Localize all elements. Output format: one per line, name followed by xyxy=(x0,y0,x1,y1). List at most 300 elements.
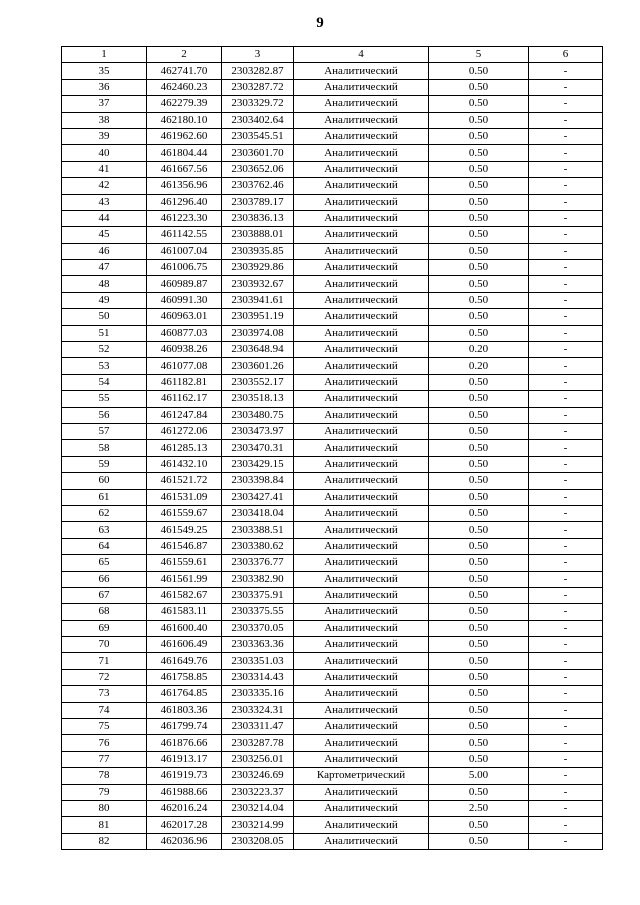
accuracy-cell: 0.50 xyxy=(429,571,529,587)
accuracy-cell: 0.50 xyxy=(429,194,529,210)
accuracy-cell: 0.50 xyxy=(429,604,529,620)
note-cell: - xyxy=(529,309,603,325)
point-number-cell: 77 xyxy=(62,751,147,767)
table-row xyxy=(62,489,603,505)
method-cell: Аналитический xyxy=(294,637,429,653)
method-cell: Аналитический xyxy=(294,735,429,751)
method-cell: Аналитический xyxy=(294,325,429,341)
note-cell: - xyxy=(529,63,603,79)
accuracy-cell: 0.20 xyxy=(429,358,529,374)
table-row xyxy=(62,96,603,112)
point-number-cell: 78 xyxy=(62,768,147,784)
point-number-cell: 80 xyxy=(62,800,147,816)
point-number-cell: 72 xyxy=(62,669,147,685)
note-cell: - xyxy=(529,96,603,112)
table-row xyxy=(62,669,603,685)
note-cell: - xyxy=(529,79,603,95)
coordinates-table xyxy=(61,46,603,850)
x-coordinate-cell: 461356.96 xyxy=(147,178,222,194)
note-cell: - xyxy=(529,784,603,800)
method-cell: Аналитический xyxy=(294,604,429,620)
table-row xyxy=(62,637,603,653)
point-number-cell: 63 xyxy=(62,522,147,538)
accuracy-cell: 0.20 xyxy=(429,342,529,358)
note-cell: - xyxy=(529,473,603,489)
table-row xyxy=(62,161,603,177)
note-cell: - xyxy=(529,178,603,194)
accuracy-cell: 0.50 xyxy=(429,637,529,653)
x-coordinate-cell: 461559.61 xyxy=(147,555,222,571)
y-coordinate-cell: 2303762.46 xyxy=(222,178,294,194)
method-cell: Аналитический xyxy=(294,571,429,587)
x-coordinate-cell: 461432.10 xyxy=(147,456,222,472)
point-number-cell: 71 xyxy=(62,653,147,669)
header-cell-2: 2 xyxy=(147,47,222,63)
point-number-cell: 61 xyxy=(62,489,147,505)
table-row xyxy=(62,178,603,194)
point-number-cell: 64 xyxy=(62,538,147,554)
table-row xyxy=(62,407,603,423)
accuracy-cell: 0.50 xyxy=(429,145,529,161)
note-cell: - xyxy=(529,555,603,571)
y-coordinate-cell: 2303282.87 xyxy=(222,63,294,79)
table-row xyxy=(62,604,603,620)
accuracy-cell: 0.50 xyxy=(429,473,529,489)
note-cell: - xyxy=(529,833,603,849)
y-coordinate-cell: 2303256.01 xyxy=(222,751,294,767)
table-row xyxy=(62,735,603,751)
method-cell: Аналитический xyxy=(294,227,429,243)
accuracy-cell: 0.50 xyxy=(429,505,529,521)
point-number-cell: 56 xyxy=(62,407,147,423)
note-cell: - xyxy=(529,604,603,620)
accuracy-cell: 0.50 xyxy=(429,686,529,702)
y-coordinate-cell: 2303214.99 xyxy=(222,817,294,833)
header-row xyxy=(62,47,603,63)
table-row xyxy=(62,473,603,489)
note-cell: - xyxy=(529,423,603,439)
accuracy-cell: 0.50 xyxy=(429,653,529,669)
x-coordinate-cell: 461667.56 xyxy=(147,161,222,177)
method-cell: Аналитический xyxy=(294,178,429,194)
accuracy-cell: 0.50 xyxy=(429,423,529,439)
x-coordinate-cell: 461549.25 xyxy=(147,522,222,538)
y-coordinate-cell: 2303429.15 xyxy=(222,456,294,472)
accuracy-cell: 0.50 xyxy=(429,702,529,718)
note-cell: - xyxy=(529,112,603,128)
y-coordinate-cell: 2303388.51 xyxy=(222,522,294,538)
method-cell: Аналитический xyxy=(294,489,429,505)
method-cell: Аналитический xyxy=(294,63,429,79)
note-cell: - xyxy=(529,571,603,587)
method-cell: Аналитический xyxy=(294,358,429,374)
point-number-cell: 48 xyxy=(62,276,147,292)
note-cell: - xyxy=(529,538,603,554)
x-coordinate-cell: 461799.74 xyxy=(147,719,222,735)
x-coordinate-cell: 461803.36 xyxy=(147,702,222,718)
point-number-cell: 43 xyxy=(62,194,147,210)
accuracy-cell: 0.50 xyxy=(429,391,529,407)
method-cell: Аналитический xyxy=(294,587,429,603)
method-cell: Аналитический xyxy=(294,276,429,292)
point-number-cell: 67 xyxy=(62,587,147,603)
method-cell: Аналитический xyxy=(294,653,429,669)
note-cell: - xyxy=(529,342,603,358)
note-cell: - xyxy=(529,669,603,685)
point-number-cell: 37 xyxy=(62,96,147,112)
x-coordinate-cell: 461758.85 xyxy=(147,669,222,685)
table-row xyxy=(62,145,603,161)
point-number-cell: 76 xyxy=(62,735,147,751)
method-cell: Аналитический xyxy=(294,817,429,833)
table-row xyxy=(62,538,603,554)
point-number-cell: 51 xyxy=(62,325,147,341)
y-coordinate-cell: 2303314.43 xyxy=(222,669,294,685)
point-number-cell: 52 xyxy=(62,342,147,358)
method-cell: Аналитический xyxy=(294,112,429,128)
accuracy-cell: 0.50 xyxy=(429,227,529,243)
y-coordinate-cell: 2303932.67 xyxy=(222,276,294,292)
x-coordinate-cell: 461962.60 xyxy=(147,128,222,144)
y-coordinate-cell: 2303214.04 xyxy=(222,800,294,816)
y-coordinate-cell: 2303380.62 xyxy=(222,538,294,554)
method-cell: Аналитический xyxy=(294,260,429,276)
note-cell: - xyxy=(529,391,603,407)
y-coordinate-cell: 2303398.84 xyxy=(222,473,294,489)
note-cell: - xyxy=(529,243,603,259)
table-row xyxy=(62,374,603,390)
note-cell: - xyxy=(529,374,603,390)
x-coordinate-cell: 461142.55 xyxy=(147,227,222,243)
accuracy-cell: 0.50 xyxy=(429,112,529,128)
accuracy-cell: 0.50 xyxy=(429,587,529,603)
method-cell: Картометрический xyxy=(294,768,429,784)
accuracy-cell: 0.50 xyxy=(429,309,529,325)
table-row xyxy=(62,620,603,636)
accuracy-cell: 0.50 xyxy=(429,456,529,472)
y-coordinate-cell: 2303223.37 xyxy=(222,784,294,800)
x-coordinate-cell: 461296.40 xyxy=(147,194,222,210)
y-coordinate-cell: 2303324.31 xyxy=(222,702,294,718)
x-coordinate-cell: 461919.73 xyxy=(147,768,222,784)
x-coordinate-cell: 460991.30 xyxy=(147,292,222,308)
y-coordinate-cell: 2303427.41 xyxy=(222,489,294,505)
method-cell: Аналитический xyxy=(294,210,429,226)
method-cell: Аналитический xyxy=(294,620,429,636)
x-coordinate-cell: 462741.70 xyxy=(147,63,222,79)
note-cell: - xyxy=(529,686,603,702)
method-cell: Аналитический xyxy=(294,751,429,767)
x-coordinate-cell: 462036.96 xyxy=(147,833,222,849)
table-row xyxy=(62,456,603,472)
table-row xyxy=(62,63,603,79)
point-number-cell: 42 xyxy=(62,178,147,194)
x-coordinate-cell: 461804.44 xyxy=(147,145,222,161)
x-coordinate-cell: 461606.49 xyxy=(147,637,222,653)
method-cell: Аналитический xyxy=(294,128,429,144)
note-cell: - xyxy=(529,587,603,603)
table-row xyxy=(62,342,603,358)
x-coordinate-cell: 461272.06 xyxy=(147,423,222,439)
x-coordinate-cell: 462279.39 xyxy=(147,96,222,112)
y-coordinate-cell: 2303418.04 xyxy=(222,505,294,521)
point-number-cell: 60 xyxy=(62,473,147,489)
y-coordinate-cell: 2303329.72 xyxy=(222,96,294,112)
method-cell: Аналитический xyxy=(294,702,429,718)
x-coordinate-cell: 461649.76 xyxy=(147,653,222,669)
x-coordinate-cell: 462016.24 xyxy=(147,800,222,816)
point-number-cell: 68 xyxy=(62,604,147,620)
table-row xyxy=(62,751,603,767)
note-cell: - xyxy=(529,128,603,144)
point-number-cell: 53 xyxy=(62,358,147,374)
method-cell: Аналитический xyxy=(294,538,429,554)
x-coordinate-cell: 462017.28 xyxy=(147,817,222,833)
header-cell-5: 5 xyxy=(429,47,529,63)
x-coordinate-cell: 461559.67 xyxy=(147,505,222,521)
point-number-cell: 36 xyxy=(62,79,147,95)
table-header xyxy=(62,47,603,63)
y-coordinate-cell: 2303888.01 xyxy=(222,227,294,243)
note-cell: - xyxy=(529,161,603,177)
x-coordinate-cell: 461600.40 xyxy=(147,620,222,636)
point-number-cell: 45 xyxy=(62,227,147,243)
y-coordinate-cell: 2303375.91 xyxy=(222,587,294,603)
accuracy-cell: 0.50 xyxy=(429,63,529,79)
method-cell: Аналитический xyxy=(294,79,429,95)
accuracy-cell: 0.50 xyxy=(429,260,529,276)
point-number-cell: 81 xyxy=(62,817,147,833)
x-coordinate-cell: 461521.72 xyxy=(147,473,222,489)
y-coordinate-cell: 2303208.05 xyxy=(222,833,294,849)
point-number-cell: 55 xyxy=(62,391,147,407)
header-cell-3: 3 xyxy=(222,47,294,63)
table-row xyxy=(62,800,603,816)
header-cell-4: 4 xyxy=(294,47,429,63)
table-row xyxy=(62,358,603,374)
point-number-cell: 40 xyxy=(62,145,147,161)
note-cell: - xyxy=(529,407,603,423)
note-cell: - xyxy=(529,620,603,636)
point-number-cell: 66 xyxy=(62,571,147,587)
accuracy-cell: 0.50 xyxy=(429,538,529,554)
note-cell: - xyxy=(529,276,603,292)
x-coordinate-cell: 461007.04 xyxy=(147,243,222,259)
x-coordinate-cell: 461988.66 xyxy=(147,784,222,800)
point-number-cell: 35 xyxy=(62,63,147,79)
accuracy-cell: 2.50 xyxy=(429,800,529,816)
method-cell: Аналитический xyxy=(294,423,429,439)
method-cell: Аналитический xyxy=(294,374,429,390)
accuracy-cell: 0.50 xyxy=(429,79,529,95)
table-row xyxy=(62,522,603,538)
x-coordinate-cell: 460938.26 xyxy=(147,342,222,358)
table-row xyxy=(62,587,603,603)
y-coordinate-cell: 2303601.26 xyxy=(222,358,294,374)
method-cell: Аналитический xyxy=(294,833,429,849)
method-cell: Аналитический xyxy=(294,686,429,702)
table-body xyxy=(62,63,603,850)
point-number-cell: 58 xyxy=(62,440,147,456)
table-row xyxy=(62,292,603,308)
table-row xyxy=(62,391,603,407)
note-cell: - xyxy=(529,440,603,456)
x-coordinate-cell: 461546.87 xyxy=(147,538,222,554)
y-coordinate-cell: 2303335.16 xyxy=(222,686,294,702)
note-cell: - xyxy=(529,456,603,472)
note-cell: - xyxy=(529,719,603,735)
accuracy-cell: 0.50 xyxy=(429,407,529,423)
y-coordinate-cell: 2303470.31 xyxy=(222,440,294,456)
table-row xyxy=(62,833,603,849)
y-coordinate-cell: 2303518.13 xyxy=(222,391,294,407)
table-row xyxy=(62,440,603,456)
method-cell: Аналитический xyxy=(294,555,429,571)
method-cell: Аналитический xyxy=(294,719,429,735)
x-coordinate-cell: 461247.84 xyxy=(147,407,222,423)
table-row xyxy=(62,79,603,95)
note-cell: - xyxy=(529,768,603,784)
table-row xyxy=(62,571,603,587)
point-number-cell: 38 xyxy=(62,112,147,128)
point-number-cell: 70 xyxy=(62,637,147,653)
table-row xyxy=(62,276,603,292)
note-cell: - xyxy=(529,145,603,161)
point-number-cell: 65 xyxy=(62,555,147,571)
note-cell: - xyxy=(529,735,603,751)
y-coordinate-cell: 2303370.05 xyxy=(222,620,294,636)
method-cell: Аналитический xyxy=(294,669,429,685)
y-coordinate-cell: 2303974.08 xyxy=(222,325,294,341)
x-coordinate-cell: 460963.01 xyxy=(147,309,222,325)
point-number-cell: 82 xyxy=(62,833,147,849)
accuracy-cell: 0.50 xyxy=(429,243,529,259)
x-coordinate-cell: 461913.17 xyxy=(147,751,222,767)
table-row xyxy=(62,112,603,128)
accuracy-cell: 0.50 xyxy=(429,128,529,144)
table-row xyxy=(62,653,603,669)
table-row xyxy=(62,260,603,276)
y-coordinate-cell: 2303648.94 xyxy=(222,342,294,358)
y-coordinate-cell: 2303601.70 xyxy=(222,145,294,161)
accuracy-cell: 0.50 xyxy=(429,276,529,292)
point-number-cell: 74 xyxy=(62,702,147,718)
y-coordinate-cell: 2303552.17 xyxy=(222,374,294,390)
x-coordinate-cell: 462180.10 xyxy=(147,112,222,128)
method-cell: Аналитический xyxy=(294,800,429,816)
table-row xyxy=(62,505,603,521)
y-coordinate-cell: 2303375.55 xyxy=(222,604,294,620)
y-coordinate-cell: 2303941.61 xyxy=(222,292,294,308)
accuracy-cell: 0.50 xyxy=(429,161,529,177)
method-cell: Аналитический xyxy=(294,292,429,308)
note-cell: - xyxy=(529,637,603,653)
table-row xyxy=(62,243,603,259)
table-row xyxy=(62,555,603,571)
method-cell: Аналитический xyxy=(294,522,429,538)
accuracy-cell: 0.50 xyxy=(429,96,529,112)
x-coordinate-cell: 460877.03 xyxy=(147,325,222,341)
y-coordinate-cell: 2303382.90 xyxy=(222,571,294,587)
table-row xyxy=(62,686,603,702)
point-number-cell: 75 xyxy=(62,719,147,735)
table-row xyxy=(62,702,603,718)
note-cell: - xyxy=(529,653,603,669)
table-row xyxy=(62,325,603,341)
accuracy-cell: 0.50 xyxy=(429,817,529,833)
accuracy-cell: 0.50 xyxy=(429,784,529,800)
y-coordinate-cell: 2303246.69 xyxy=(222,768,294,784)
note-cell: - xyxy=(529,702,603,718)
y-coordinate-cell: 2303287.72 xyxy=(222,79,294,95)
point-number-cell: 44 xyxy=(62,210,147,226)
method-cell: Аналитический xyxy=(294,96,429,112)
point-number-cell: 46 xyxy=(62,243,147,259)
point-number-cell: 49 xyxy=(62,292,147,308)
accuracy-cell: 0.50 xyxy=(429,440,529,456)
method-cell: Аналитический xyxy=(294,784,429,800)
y-coordinate-cell: 2303376.77 xyxy=(222,555,294,571)
x-coordinate-cell: 461162.17 xyxy=(147,391,222,407)
table-row xyxy=(62,784,603,800)
y-coordinate-cell: 2303480.75 xyxy=(222,407,294,423)
table-row xyxy=(62,423,603,439)
method-cell: Аналитический xyxy=(294,407,429,423)
point-number-cell: 47 xyxy=(62,260,147,276)
method-cell: Аналитический xyxy=(294,456,429,472)
note-cell: - xyxy=(529,260,603,276)
accuracy-cell: 0.50 xyxy=(429,833,529,849)
method-cell: Аналитический xyxy=(294,440,429,456)
x-coordinate-cell: 461077.08 xyxy=(147,358,222,374)
y-coordinate-cell: 2303951.19 xyxy=(222,309,294,325)
note-cell: - xyxy=(529,194,603,210)
x-coordinate-cell: 461006.75 xyxy=(147,260,222,276)
accuracy-cell: 0.50 xyxy=(429,292,529,308)
accuracy-cell: 0.50 xyxy=(429,522,529,538)
y-coordinate-cell: 2303652.06 xyxy=(222,161,294,177)
y-coordinate-cell: 2303929.86 xyxy=(222,260,294,276)
point-number-cell: 73 xyxy=(62,686,147,702)
y-coordinate-cell: 2303287.78 xyxy=(222,735,294,751)
accuracy-cell: 0.50 xyxy=(429,751,529,767)
accuracy-cell: 0.50 xyxy=(429,210,529,226)
x-coordinate-cell: 461182.81 xyxy=(147,374,222,390)
x-coordinate-cell: 461285.13 xyxy=(147,440,222,456)
note-cell: - xyxy=(529,522,603,538)
note-cell: - xyxy=(529,358,603,374)
point-number-cell: 50 xyxy=(62,309,147,325)
note-cell: - xyxy=(529,817,603,833)
x-coordinate-cell: 461583.11 xyxy=(147,604,222,620)
point-number-cell: 79 xyxy=(62,784,147,800)
point-number-cell: 41 xyxy=(62,161,147,177)
note-cell: - xyxy=(529,292,603,308)
x-coordinate-cell: 461764.85 xyxy=(147,686,222,702)
method-cell: Аналитический xyxy=(294,505,429,521)
method-cell: Аналитический xyxy=(294,342,429,358)
method-cell: Аналитический xyxy=(294,473,429,489)
accuracy-cell: 0.50 xyxy=(429,178,529,194)
y-coordinate-cell: 2303545.51 xyxy=(222,128,294,144)
x-coordinate-cell: 461531.09 xyxy=(147,489,222,505)
header-cell-1: 1 xyxy=(62,47,147,63)
table-row xyxy=(62,194,603,210)
y-coordinate-cell: 2303935.85 xyxy=(222,243,294,259)
note-cell: - xyxy=(529,325,603,341)
accuracy-cell: 0.50 xyxy=(429,620,529,636)
accuracy-cell: 0.50 xyxy=(429,669,529,685)
